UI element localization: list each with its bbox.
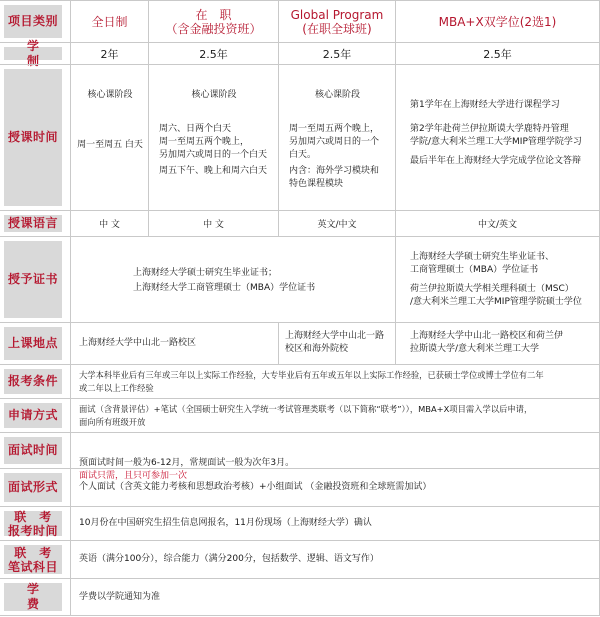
schedule-full-time-text: 周一至周五 白天 xyxy=(77,140,143,150)
location-global-text: 上海财经大学中山北一路 校区和海外院校 xyxy=(285,331,385,354)
duration-label: 学 制 xyxy=(4,47,62,60)
language-row xyxy=(0,210,600,236)
schedule-part-time-text1: 周六、日两个白天 周一至周五两个晚上， 另加周六或周日的一个白天 xyxy=(159,124,268,160)
location-mba-x xyxy=(395,323,600,364)
location-global xyxy=(278,323,395,364)
certificate-domestic-text: 上海财经大学硕士研究生毕业证书； 上海财经大学工商管理硕士（MBA）学位证书 xyxy=(133,268,316,293)
schedule-label: 授课时间 xyxy=(4,69,62,206)
tuition-text: 学费以学院通知为准 xyxy=(79,592,161,602)
interview-format-label-cell xyxy=(0,469,70,506)
interview-format-content xyxy=(70,469,600,506)
duration-global: 2.5年 xyxy=(278,43,395,64)
certificate-domestic xyxy=(70,237,395,322)
application-label-cell xyxy=(0,399,70,432)
tuition-label-cell xyxy=(0,579,80,615)
certificate-mba-x-text2: 荷兰伊拉斯谟大学相关理科硕士（MSC） /意大利米兰理工大学MIP管理学院硕士学位 xyxy=(410,284,582,307)
language-full-time: 中 文 xyxy=(70,211,148,236)
schedule-mba-x-p1: 第1学年在上海财经大学进行课程学习 xyxy=(410,100,560,110)
certificate-row xyxy=(0,236,600,322)
location-domestic-text: 上海财经大学中山北一路校区 xyxy=(79,338,197,348)
interview-time-label-cell xyxy=(0,433,70,468)
language-global: 英文/中文 xyxy=(278,211,395,236)
schedule-mba-x xyxy=(395,65,600,210)
certificate-label: 授予证书 xyxy=(4,241,62,318)
table-header-row xyxy=(0,0,600,42)
interview-format-label: 面试形式 xyxy=(4,473,62,502)
interview-time-row xyxy=(0,432,600,481)
application-content xyxy=(70,399,600,432)
location-label: 上课地点 xyxy=(4,327,62,360)
duration-row xyxy=(0,38,600,68)
exam-subjects-content xyxy=(70,541,600,578)
interview-time-content xyxy=(70,433,600,481)
schedule-part-time xyxy=(148,65,278,210)
application-label: 申请方式 xyxy=(4,403,62,428)
registration-label: 联 考 报考时间 xyxy=(4,511,62,536)
header-full-time: 全日制 xyxy=(70,1,148,42)
duration-part-time: 2.5年 xyxy=(148,43,278,64)
tuition-content xyxy=(70,579,600,615)
schedule-global-text2: 内含：海外学习模块和 特色课程模块 xyxy=(289,166,380,189)
interview-time-note: 面试只需，且只可参加一次 xyxy=(79,471,188,481)
language-label: 授课语言 xyxy=(4,215,62,232)
tuition-row xyxy=(0,578,600,616)
registration-label-cell xyxy=(0,507,70,540)
location-row xyxy=(0,322,600,364)
duration-mba-x: 2.5年 xyxy=(395,43,600,64)
certificate-mba-x-text1: 上海财经大学硕士研究生毕业证书、 工商管理硕士（MBA）学位证书 xyxy=(410,252,555,275)
certificate-mba-x xyxy=(395,237,600,322)
application-text: 面试（含背景评估）+笔试（全国硕士研究生入学统一考试管理类联考（以下简称“联考”）），MBA+X项目需入学以后申请， 面向所有班级开放 xyxy=(79,404,533,427)
header-part-time: 在 职 （含金融投资班） xyxy=(148,1,278,42)
duration-label-cell xyxy=(0,38,80,68)
schedule-row xyxy=(0,64,600,210)
certificate-label-cell xyxy=(0,237,70,322)
schedule-label-cell xyxy=(0,65,70,210)
requirements-content xyxy=(70,365,600,398)
registration-row xyxy=(0,506,600,540)
tuition-label: 学 费 xyxy=(4,583,62,611)
application-row xyxy=(0,398,600,432)
schedule-full-time xyxy=(70,65,148,210)
registration-content xyxy=(70,507,600,540)
requirements-row xyxy=(0,364,600,398)
duration-full-time: 2年 xyxy=(70,43,148,64)
schedule-global-title: 核心课阶段 xyxy=(314,90,360,100)
exam-subjects-text: 英语（满分100分），综合能力（满分200分，包括数学、逻辑、语文写作） xyxy=(79,554,379,564)
interview-time-main: 预面试时间一般为6-12月，常规面试一般为次年3月。 xyxy=(79,458,295,468)
requirements-text: 大学本科毕业后有三年或三年以上实际工作经验，大专毕业后有五年或五年以上实际工作经验，已获硕士学位或博士学位有二年 或二年以上工作经验 xyxy=(79,370,544,393)
requirements-label: 报考条件 xyxy=(4,369,62,394)
exam-subjects-label-cell xyxy=(0,541,70,578)
location-mba-x-text: 上海财经大学中山北一路校区和荷兰伊 拉斯谟大学/意大利米兰理工大学 xyxy=(410,331,564,354)
interview-format-row xyxy=(0,468,600,506)
header-global-program: Global Program (在职全球班) xyxy=(278,1,395,42)
header-category-cell xyxy=(0,1,70,42)
header-mba-x: MBA+X双学位(2选1) xyxy=(395,1,600,42)
exam-subjects-row xyxy=(0,540,600,578)
location-domestic xyxy=(70,323,278,364)
registration-text: 10月份在中国研究生招生信息网报名，11月份现场（上海财经大学）确认 xyxy=(79,518,372,528)
location-label-cell xyxy=(0,323,70,364)
requirements-label-cell xyxy=(0,365,70,398)
language-mba-x: 中文/英文 xyxy=(395,211,600,236)
language-part-time: 中 文 xyxy=(148,211,278,236)
schedule-global xyxy=(278,65,395,210)
language-label-cell xyxy=(0,211,70,236)
schedule-part-time-title: 核心课阶段 xyxy=(191,90,237,100)
exam-subjects-label: 联 考 笔试科目 xyxy=(4,545,62,574)
schedule-mba-x-p2: 第2学年赴荷兰伊拉斯谟大学鹿特丹管理 学院/意大利米兰理工大学MIP管理学院学习 xyxy=(410,124,582,147)
interview-time-label: 面试时间 xyxy=(4,437,62,464)
header-category-label: 项目类别 xyxy=(4,5,62,38)
schedule-full-time-title: 核心课阶段 xyxy=(87,90,133,100)
interview-format-text: 个人面试（含英文能力考核和思想政治考核）+小组面试 （金融投资班和全球班需加试） xyxy=(79,482,432,492)
schedule-global-text1: 周一至周五两个晚上， 另加周六或周日的一个 白天。 xyxy=(289,124,380,160)
schedule-mba-x-p3: 最后半年在上海财经大学完成学位论文答辩 xyxy=(410,156,582,166)
schedule-part-time-text2: 周五下午、晚上和周六白天 xyxy=(159,166,268,176)
